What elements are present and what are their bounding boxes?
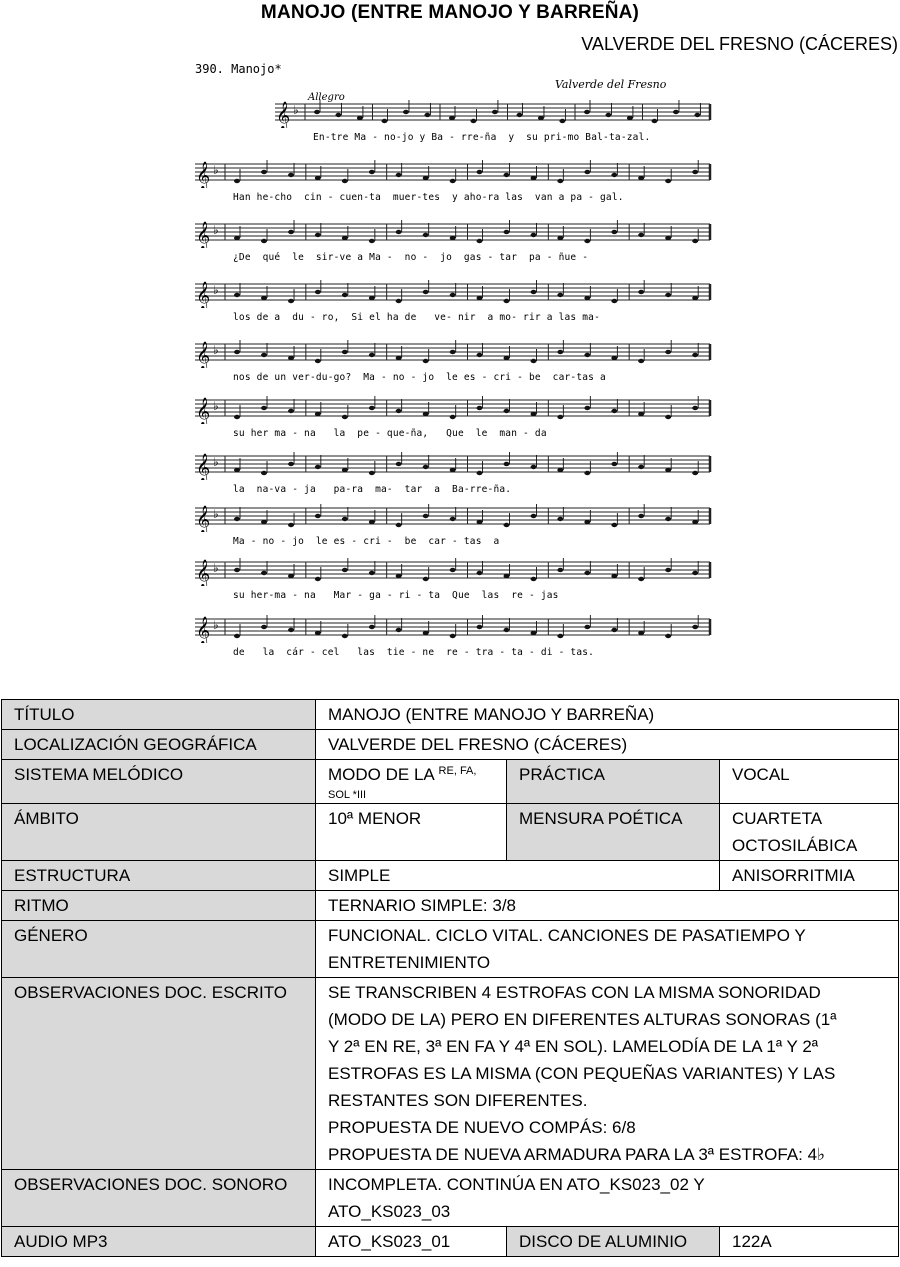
svg-text:𝄞: 𝄞: [196, 341, 211, 368]
localizacion-label: LOCALIZACIÓN GEOGRÁFICA: [2, 730, 316, 760]
lyric-line: nos de un ver-du-go? Ma - no - jo le es - cri - be car-tas a: [233, 372, 606, 383]
sistema-label: SISTEMA MELÓDICO: [2, 760, 316, 804]
row-sistema: [2, 760, 899, 804]
metadata-table: [1, 699, 899, 1257]
svg-text:𝄞: 𝄞: [196, 161, 211, 188]
staff: [190, 98, 720, 128]
staff: [190, 502, 720, 532]
genero-label: GÉNERO: [2, 921, 316, 978]
lyric-line: su her ma - na la pe - que-ña, Que le man - da: [233, 428, 547, 439]
lyric-line: ¿De qué le sir-ve a Ma - no - jo gas - tar pa - ñue -: [233, 252, 589, 263]
obs-escrito-line: PROPUESTA DE NUEVO COMPÁS: 6/8: [328, 1118, 636, 1137]
obs-sonoro-label: OBSERVACIONES DOC. SONORO: [2, 1170, 316, 1227]
svg-text:𝄞: 𝄞: [196, 505, 211, 532]
row-audio: [2, 1227, 899, 1257]
row-estructura: [2, 861, 899, 891]
score-header: [190, 58, 720, 103]
row-localizacion: [2, 730, 899, 760]
localizacion-value: VALVERDE DEL FRESNO (CÁCERES): [316, 730, 899, 760]
titulo-value: MANOJO (ENTRE MANOJO Y BARREÑA): [316, 700, 899, 730]
score-system: [190, 556, 720, 616]
row-ambito: [2, 804, 899, 861]
svg-text:♭: ♭: [213, 455, 219, 469]
staff: [190, 450, 720, 480]
genero-value: FUNCIONAL. CICLO VITAL. CANCIONES DE PASATIEMPO Y ENTRETENIMIENTO: [316, 921, 899, 978]
sistema-sub: SOL *III: [328, 789, 367, 801]
score-system: [190, 338, 720, 398]
svg-text:♭: ♭: [213, 283, 219, 297]
score-system: [190, 450, 720, 510]
score-number: 390. Manojo*: [195, 62, 282, 76]
estructura-extra: ANISORRITMIA: [720, 861, 899, 891]
lyric-line: Ma - no - jo le es - cri - be car - tas a: [233, 536, 500, 547]
obs-sonoro-line: ATO_KS023_03: [328, 1202, 451, 1221]
svg-text:♭: ♭: [293, 103, 299, 117]
row-obs-escrito: [2, 978, 899, 1170]
svg-text:𝄞: 𝄞: [196, 453, 211, 480]
audio-value: ATO_KS023_01: [316, 1227, 507, 1257]
staff: [190, 556, 720, 586]
row-ritmo: [2, 891, 899, 921]
lyric-line: los de a du - ro, Si el ha de ve- nir a mo- rir a las ma-: [233, 312, 601, 323]
lyric-line: de la cár - cel las tie - ne re - tra - ta - di - tas.: [233, 647, 595, 658]
staff: [190, 218, 720, 248]
row-genero: [2, 921, 899, 978]
svg-text:𝄞: 𝄞: [196, 397, 211, 424]
svg-text:♭: ♭: [213, 399, 219, 413]
titulo-label: TÍTULO: [2, 700, 316, 730]
obs-escrito-line: PROPUESTA DE NUEVA ARMADURA PARA LA 3ª ESTROFA: 4♭: [328, 1145, 826, 1164]
mensura-label: MENSURA POÉTICA: [507, 804, 720, 861]
svg-text:♭: ♭: [213, 561, 219, 575]
practica-value: VOCAL: [720, 760, 899, 804]
audio-label: AUDIO MP3: [2, 1227, 316, 1257]
sistema-value: MODO DE LA: [328, 765, 434, 784]
score-tempo: Allegro: [308, 92, 345, 103]
staff: [190, 394, 720, 424]
row-obs-sonoro: [2, 1170, 899, 1227]
ambito-value: 10ª MENOR: [316, 804, 507, 861]
obs-escrito-label: OBSERVACIONES DOC. ESCRITO: [2, 978, 316, 1170]
obs-escrito-line: SE TRANSCRIBEN 4 ESTROFAS CON LA MISMA SONORIDAD: [328, 983, 821, 1002]
score-system: [190, 502, 720, 562]
score-system: [190, 158, 720, 218]
estructura-value: SIMPLE: [316, 861, 720, 891]
obs-escrito-line: (MODO DE LA) PERO EN DIFERENTES ALTURAS SONORAS (1ª: [328, 1010, 837, 1029]
svg-text:♭: ♭: [213, 223, 219, 237]
svg-text:𝄞: 𝄞: [196, 281, 211, 308]
svg-text:♭: ♭: [213, 618, 219, 632]
estructura-label: ESTRUCTURA: [2, 861, 316, 891]
svg-text:𝄞: 𝄞: [196, 616, 211, 643]
practica-label: PRÁCTICA: [507, 760, 720, 804]
lyric-line: la na-va - ja pa-ra ma- tar a Ba-rre-ña.: [233, 484, 512, 495]
mensura-value: CUARTETA OCTOSILÁBICA: [720, 804, 899, 861]
obs-escrito-value: [316, 978, 899, 1170]
ritmo-label: RITMO: [2, 891, 316, 921]
lyric-line: En-tre Ma - no-jo y Ba - rre-ña y su pri-mo Bal-ta-zal.: [313, 132, 651, 143]
disco-label: DISCO DE ALUMINIO: [507, 1227, 720, 1257]
svg-text:♭: ♭: [213, 163, 219, 177]
obs-escrito-line: Y 2ª EN RE, 3ª EN FA Y 4ª EN SOL). LAMELODÍA DE LA 1ª Y 2ª: [328, 1037, 819, 1056]
page-title: MANOJO (ENTRE MANOJO Y BARREÑA): [260, 2, 640, 23]
sistema-value-cell: [316, 760, 507, 804]
staff: [190, 338, 720, 368]
obs-sonoro-line: INCOMPLETA. CONTINÚA EN ATO_KS023_02 Y: [328, 1175, 705, 1194]
score-system: [190, 98, 720, 158]
lyric-line: Han he-cho cin - cuen-ta muer-tes y aho-ra las van a pa - gal.: [233, 192, 624, 203]
sistema-sup: RE, FA,: [438, 765, 477, 777]
score-system: [190, 613, 720, 673]
svg-text:𝄞: 𝄞: [196, 221, 211, 248]
obs-escrito-line: ESTROFAS ES LA MISMA (CON PEQUEÑAS VARIANTES) Y LAS: [328, 1064, 836, 1083]
svg-text:♭: ♭: [213, 343, 219, 357]
obs-escrito-line: RESTANTES SON DIFERENTES.: [328, 1091, 588, 1110]
row-titulo: [2, 700, 899, 730]
ritmo-value: TERNARIO SIMPLE: 3/8: [316, 891, 899, 921]
staff: [190, 158, 720, 188]
staff: [190, 613, 720, 643]
staff: [190, 278, 720, 308]
disco-value: 122A: [720, 1227, 899, 1257]
music-score: [190, 58, 720, 668]
score-system: [190, 218, 720, 278]
svg-text:𝄞: 𝄞: [276, 101, 291, 128]
page-location: VALVERDE DEL FRESNO (CÁCERES): [581, 34, 898, 54]
obs-sonoro-value: [316, 1170, 899, 1227]
svg-text:♭: ♭: [213, 507, 219, 521]
ambito-label: ÁMBITO: [2, 804, 316, 861]
score-system: [190, 394, 720, 454]
score-system: [190, 278, 720, 338]
svg-text:𝄞: 𝄞: [196, 559, 211, 586]
score-place: Valverde del Fresno: [555, 78, 667, 91]
lyric-line: su her-ma - na Mar - ga - ri - ta Que las re - jas: [233, 590, 559, 601]
